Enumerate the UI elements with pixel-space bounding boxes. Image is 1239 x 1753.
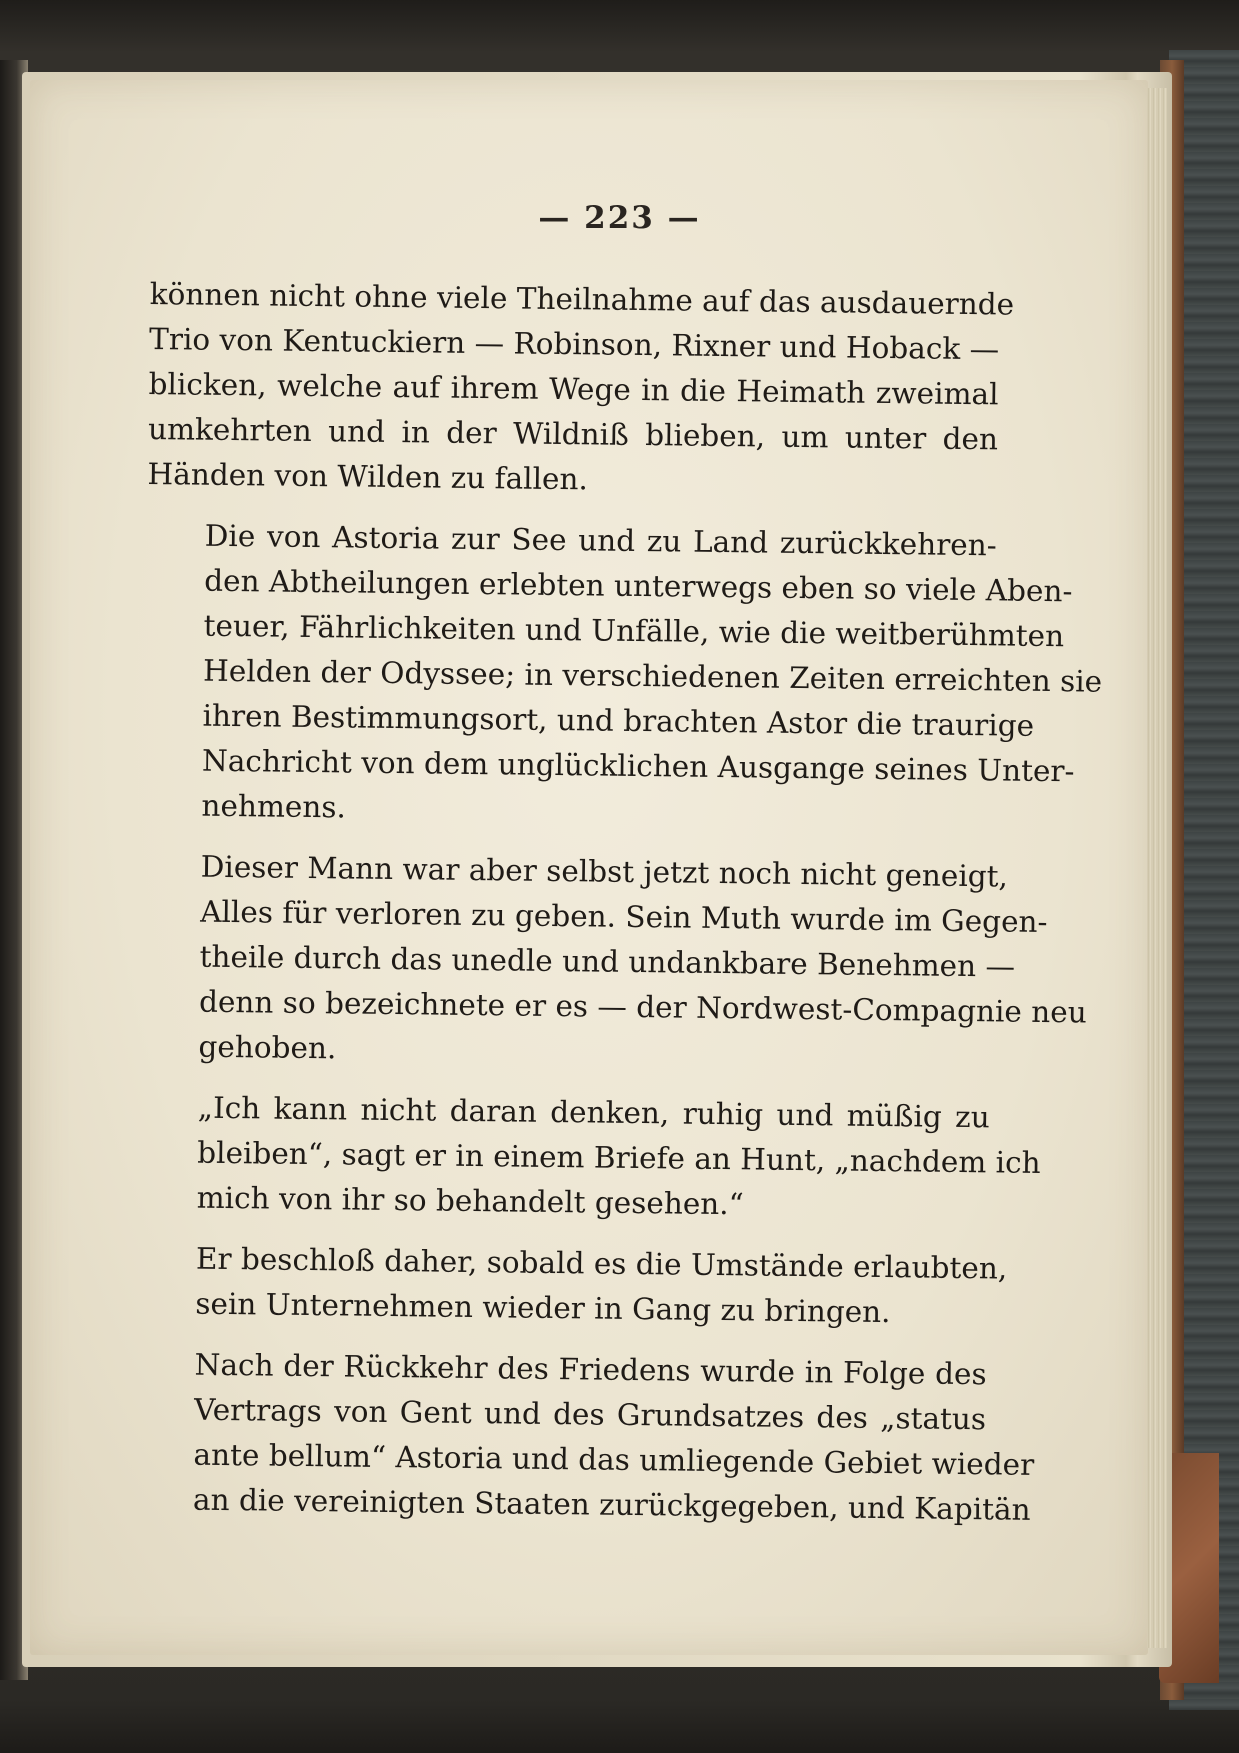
text-line: Vertrags von Gent und des Grundsatzes des „status xyxy=(193,1392,987,1437)
text-line: mich von ihr so behandelt gesehen.“ xyxy=(196,1180,744,1222)
text-line: ihren Bestimmungsort, und brachten Astor die traurige xyxy=(202,698,1035,743)
paragraph xyxy=(135,1342,1035,1532)
text-line: Dieser Mann war aber selbst jetzt noch nicht geneigt, xyxy=(200,849,1009,894)
text-line: den Abtheilungen erlebten unterwegs eben so viele Aben- xyxy=(204,563,1073,609)
text-line: Trio von Kentuckiern — Robinson, Rixner und Hoback — xyxy=(148,321,1000,367)
body-text xyxy=(135,272,1103,1548)
page-number: — 223 — xyxy=(538,200,701,236)
text-line: blicken, welche auf ihrem Wege in die Heimath zweimal xyxy=(148,366,999,412)
text-line: bleiben“, sagt er in einem Briefe an Hunt, „nachdem ich xyxy=(197,1135,1041,1180)
text-line: gehoben. xyxy=(198,1029,337,1066)
text-line: an die vereinigten Staaten zurückgegeben, und Kapitän xyxy=(192,1482,1031,1527)
paragraph xyxy=(147,272,1015,507)
paragraph xyxy=(143,513,1103,838)
paragraph xyxy=(140,844,1087,1079)
text-line: denn so bezeichnete er es — der Nordwest-Compagnie neu xyxy=(198,984,1087,1030)
text-line: Alles für verloren zu geben. Sein Muth wurde im Gegen- xyxy=(199,894,1048,940)
text-line: Helden der Odyssee; in verschiedenen Zeiten erreichten sie xyxy=(202,653,1103,699)
text-line: nehmens. xyxy=(201,788,347,825)
page-edges xyxy=(1147,88,1167,1648)
text-line: sein Unternehmen wieder in Gang zu bringen. xyxy=(195,1286,891,1330)
paragraph xyxy=(138,1085,1041,1230)
text-line: Nachricht von dem unglücklichen Ausgange seines Unter- xyxy=(201,743,1075,789)
text-line: „Ich kann nicht daran denken, ruhig und müßig zu xyxy=(197,1090,990,1135)
text-line: Händen von Wilden zu fallen. xyxy=(147,456,589,497)
text-line: können nicht ohne viele Theilnahme auf das ausdauernde xyxy=(149,276,1015,322)
text-line: Nach der Rückkehr des Friedens wurde in Folge des xyxy=(194,1347,987,1392)
text-line: teuer, Fährlichkeiten und Unfälle, wie die weitberühmten xyxy=(203,608,1065,654)
text-line: ante bellum“ Astoria und das umliegende Gebiet wieder xyxy=(193,1437,1035,1482)
text-line: theile durch das unedle und undankbare Benehmen — xyxy=(199,939,1016,984)
text-line: Die von Astoria zur See und zu Land zurückkehren- xyxy=(204,518,997,563)
text-line: Er beschloß daher, sobald es die Umstände erlaubten, xyxy=(195,1241,1008,1286)
paragraph xyxy=(137,1236,1008,1336)
text-line: umkehrten und in der Wildniß blieben, um unter den xyxy=(147,411,999,457)
